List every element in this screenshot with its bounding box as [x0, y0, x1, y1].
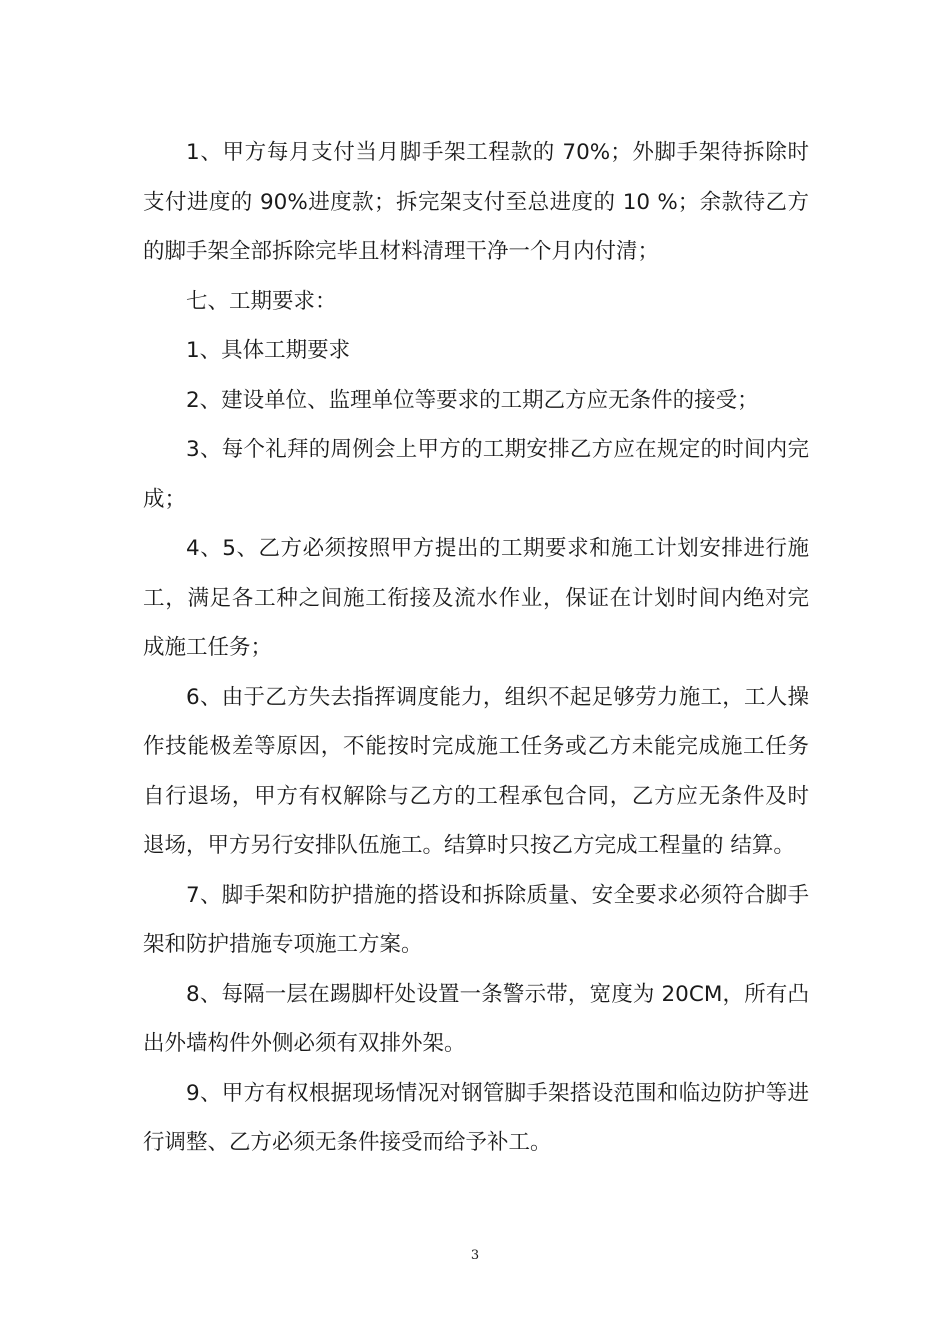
paragraph-item-3: 3、每个礼拜的周例会上甲方的工期安排乙方应在规定的时间内完成； [143, 437, 809, 512]
page-number: 3 [470, 1248, 480, 1263]
paragraph-item-9: 9、甲方有权根据现场情况对钢管脚手架搭设范围和临边防护等进行调整、乙方必须无条件接受而给予补工。 [143, 1080, 809, 1155]
section-heading-schedule: 七、工期要求： [186, 288, 337, 314]
paragraph-item-2: 2、建设单位、监理单位等要求的工期乙方应无条件的接受； [186, 387, 759, 413]
paragraph-item-1: 1、具体工期要求 [186, 338, 351, 363]
paragraph-item-7: 7、脚手架和防护措施的搭设和拆除质量、安全要求必须符合脚手架和防护措施专项施工方案。 [143, 882, 809, 957]
paragraph-item-4-5: 4、5、乙方必须按照甲方提出的工期要求和施工计划安排进行施工，满足各工种之间施工衔接及流水作业，保证在计划时间内绝对完成施工任务； [143, 536, 809, 660]
paragraph-payment-terms: 1、甲方每月支付当月脚手架工程款的 70%；外脚手架待拆除时支付进度的 90%进度款；拆完架支付至总进度的 10 %；余款待乙方的脚手架全部拆除完毕且材料清理干净一个月内付清； [143, 140, 809, 264]
paragraph-item-6: 6、由于乙方失去指挥调度能力，组织不起足够劳力施工，工人操作技能极差等原因，不能按时完成施工任务或乙方未能完成施工任务自行退场，甲方有权解除与乙方的工程承包合同，乙方应无条件及时退场，甲方另行安排队伍施工。结算时只按乙方完成工程量的 结算。 [143, 684, 809, 858]
paragraph-item-8: 8、每隔一层在踢脚杆处设置一条警示带，宽度为 20CM，所有凸出外墙构件外侧必须有双排外架。 [143, 981, 809, 1056]
document-body [143, 128, 809, 1168]
